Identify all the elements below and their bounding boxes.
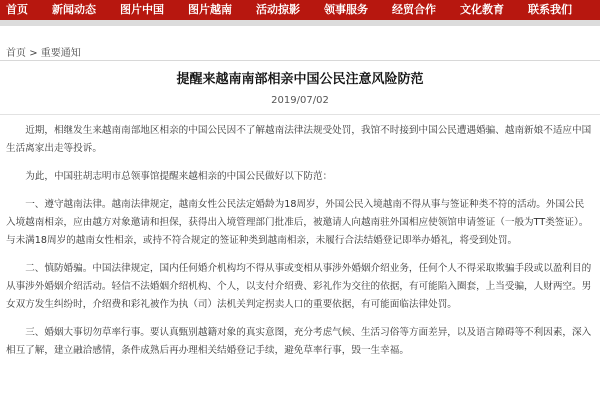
- sub-nav-bar: [0, 20, 600, 26]
- article-paragraph: 近期，相继发生来越南南部地区相亲的中国公民因不了解越南法律法规受处罚，我馆不时接到中国公民遭遇婚骗、越南新娘不适应中国生活离家出走等投诉。: [6, 125, 592, 154]
- nav-item-vietnam-photos[interactable]: 图片越南: [188, 3, 232, 16]
- title-divider: [0, 114, 600, 115]
- nav-item-china-photos[interactable]: 图片中国: [120, 3, 164, 16]
- article-body: [6, 122, 592, 370]
- main-navbar: [0, 0, 600, 20]
- nav-item-home[interactable]: 首页: [6, 3, 28, 16]
- article-paragraph: 二、慎防婚骗。中国法律规定，国内任何婚介机构均不得从事或变相从事涉外婚姻介绍业务，任何个人不得采取欺骗手段或以盈利目的从事涉外婚姻介绍活动。轻信不法婚姻介绍机构、个人，以支付介绍费、彩礼作为交往的依据，有可能陷入圈套，上当受骗，人财两空。男女双方发生纠纷时，介绍费和彩礼被作为执（司）法机关判定拐卖人口的重要依据，有可能面临法律处罚。: [6, 263, 592, 310]
- article-date: 2019/07/02: [271, 95, 329, 106]
- nav-item-consular-services[interactable]: 领事服务: [324, 3, 368, 16]
- nav-item-news[interactable]: 新闻动态: [52, 3, 96, 16]
- article-title: 提醒来越南南部相亲中国公民注意风险防范: [176, 72, 424, 87]
- breadcrumb-current-link[interactable]: 重要通知: [40, 48, 81, 59]
- article-paragraph: 三、婚姻大事切勿草率行事。要认真甄别越籍对象的真实意图，充分考虑气候、生活习俗等方面差异，以及语言障碍等不利因素，深入相互了解，建立融洽感情，条件成熟后再办理相关结婚登记手续，避免草率行事，毁一生幸福。: [6, 327, 592, 356]
- breadcrumb-home-link[interactable]: 首页: [6, 48, 26, 59]
- nav-item-culture-education[interactable]: 文化教育: [460, 3, 504, 16]
- article-paragraph: 一、遵守越南法律。越南法律规定，越南女性公民法定婚龄为18周岁，外国公民入境越南不得从事与签证种类不符的活动。外国公民入境越南相亲，应由越方对象邀请和担保，获得出入境管理部门批准后，被邀请人向越南驻外国相应使领馆申请签证（一般为TT类签证）。与未满18周岁的越南女性相亲，或持不符合规定的签证种类到越南相亲，未履行合法结婚登记即举办婚礼，将受到处罚。: [6, 199, 589, 246]
- article-paragraph: 为此，中国驻胡志明市总领事馆提醒来越相亲的中国公民做好以下防范：: [25, 171, 333, 182]
- breadcrumb: [6, 44, 81, 59]
- nav-item-activities[interactable]: 活动掠影: [256, 3, 300, 16]
- nav-item-economic-cooperation[interactable]: 经贸合作: [392, 3, 436, 16]
- breadcrumb-separator: >: [29, 48, 38, 59]
- breadcrumb-divider: [0, 60, 600, 61]
- nav-item-contact-us[interactable]: 联系我们: [528, 3, 572, 16]
